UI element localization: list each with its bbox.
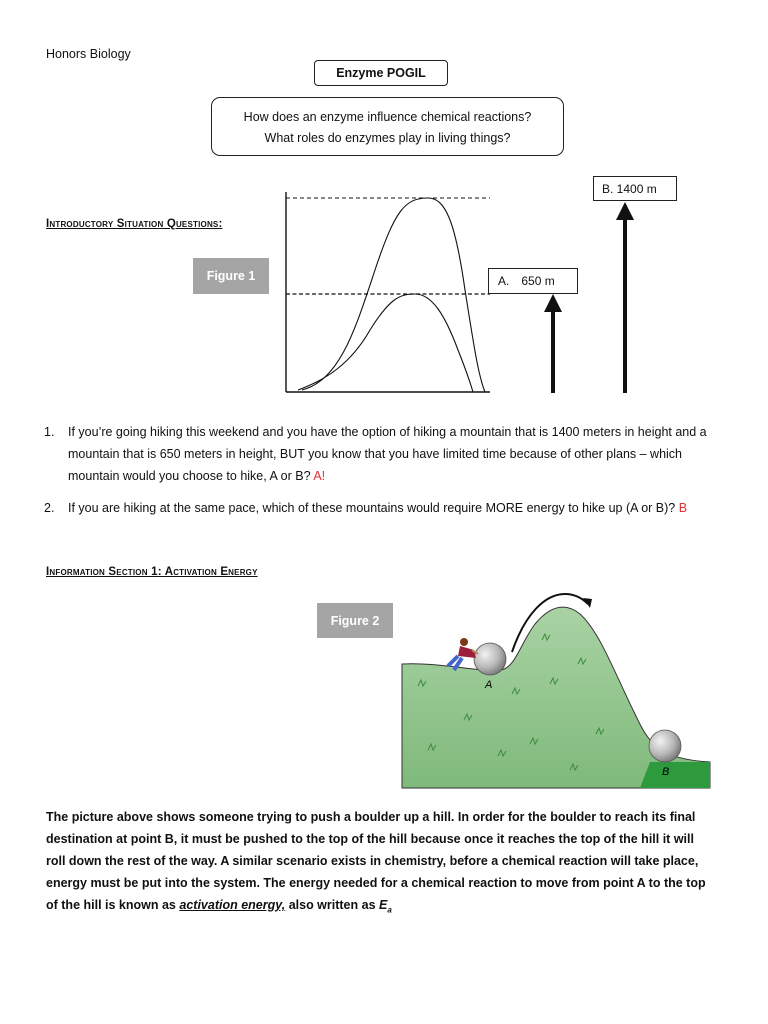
person-pushing: [448, 638, 478, 670]
path-arrow-head: [583, 598, 592, 608]
boulder-b: [649, 730, 681, 762]
figure-2-boulder-hill: [400, 584, 712, 790]
activation-energy-term: activation energy,: [179, 898, 286, 912]
paragraph-end: also written as: [288, 898, 376, 912]
arrow-b-head: [616, 202, 634, 220]
guiding-question-2: What roles do enzymes play in living things?: [264, 131, 511, 145]
mountain-a-letter: A.: [498, 274, 510, 288]
question-1-number: 1.: [44, 425, 55, 439]
section-1-paragraph: [46, 806, 716, 922]
point-b-label: B: [662, 766, 670, 778]
question-2-text: If you are hiking at the same pace, which of these mountains would require MORE energy to hike up (A or B)?: [68, 501, 676, 515]
course-name: Honors Biology: [46, 47, 131, 61]
section-1-heading: Information Section 1: Activation Energy: [46, 566, 258, 578]
intro-heading: Introductory Situation Questions:: [46, 218, 223, 230]
question-2: [44, 497, 724, 519]
mountain-b-box: B. 1400 m: [593, 176, 677, 201]
high-curve: [302, 198, 485, 392]
question-1: [44, 421, 724, 487]
ea-symbol: $E_a$: [379, 898, 392, 915]
height-arrows: [540, 200, 640, 396]
question-1-text: If you’re going hiking this weekend and you have the option of hiking a mountain that is 1400 meters in height and a mountain that is 650 meters in height, BUT you know that you have limited time because of other plans – which mountain would you choose to hike, A or B?: [68, 425, 707, 483]
mountain-a-height: 650 m: [521, 274, 555, 288]
figure-1-energy-graph: [280, 190, 500, 400]
paragraph-start: The picture above shows someone trying to push a boulder up a hill. In order for the boulder to reach its final destination at point B, it must be pushed to the top of the hill because once it reaches the top of the hill it will roll down the rest of the way. A similar scenario exists in chemistry, before a chemical reaction will take place, energy must be put into the system. The energy needed for a chemical reaction to move from point A to the top of the hill is known as: [46, 810, 706, 912]
arrow-a-head: [544, 294, 562, 312]
question-2-number: 2.: [44, 501, 55, 515]
guiding-questions-box: [211, 97, 564, 156]
guiding-question-1: How does an enzyme influence chemical reactions?: [243, 110, 532, 124]
point-a-label: A: [485, 679, 493, 691]
figure-1-label: Figure 1: [193, 258, 269, 294]
boulder-a: [474, 643, 506, 675]
page-title: Enzyme POGIL: [314, 60, 448, 86]
question-2-answer: B: [678, 501, 688, 515]
low-curve: [298, 294, 473, 392]
question-1-answer: A!: [313, 469, 326, 483]
figure-2-label: Figure 2: [317, 603, 393, 638]
ground-b: [640, 762, 710, 788]
